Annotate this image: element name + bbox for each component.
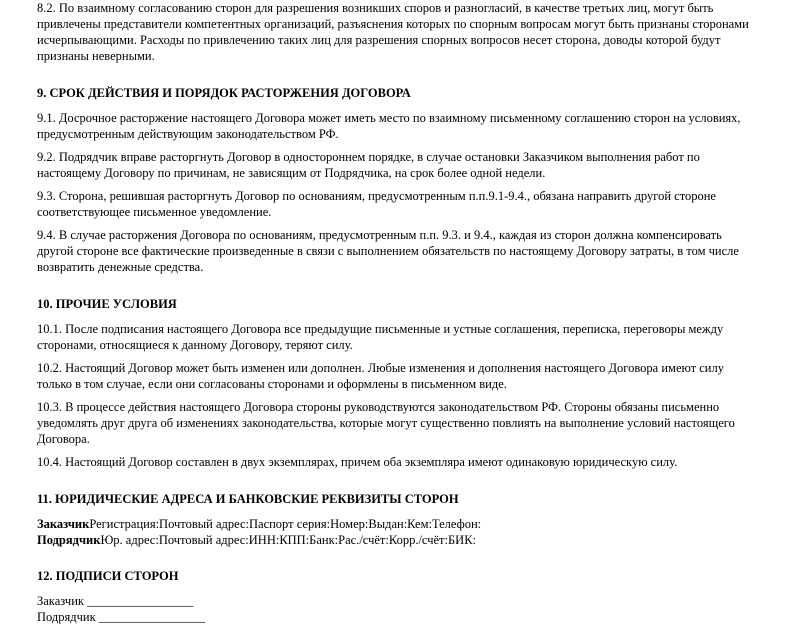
document-page <box>37 0 757 625</box>
customer-fields: Регистрация:Почтовый адрес:Паспорт серия:Номер:Выдан:Кем:Телефон: <box>89 517 482 531</box>
customer-label: Заказчик <box>37 517 90 531</box>
clause-10-3: 10.3. В процессе действия настоящего Договора стороны руководствуются законодательством РФ. Стороны обязаны письменно уведомлять друг друга об изменениях законодательства, которые могут существенно повлиять на выполнение условий настоящего Договора. <box>37 400 735 446</box>
clause-8-2: 8.2. По взаимному согласованию сторон для разрешения возникших споров и разногласий, в качестве третьих лиц, могут быть привлечены представители компетентных организаций, разъяснения которых по спорным вопросам могут быть признаны сторонами исчерпывающими. Расходы по привлечению таких лиц для разрешения спорных вопросов несет сторона, доводы которой будут признаны неверными. <box>37 1 749 63</box>
clause-9-3: 9.3. Сторона, решившая расторгнуть Договор по основаниям, предусмотренным п.п.9.1-9.4., обязана направить другой стороне соответствующее письменное уведомление. <box>37 189 716 219</box>
section-10-title: 10. ПРОЧИЕ УСЛОВИЯ <box>37 297 177 311</box>
clause-9-4: 9.4. В случае расторжения Договора по основаниям, предусмотренным п.п. 9.3. и 9.4., каждая из сторон должна компенсировать другой стороне все фактические произведенные в связи с выполнением обязательств по настоящему Договору затраты, в том числе возвратить денежные средства. <box>37 228 739 274</box>
clause-10-2: 10.2. Настоящий Договор может быть изменен или дополнен. Любые изменения и дополнения настоящего Договора имеют силу только в том случае, если они согласованы сторонами и оформлены в письменном виде. <box>37 361 724 391</box>
section-9-title: 9. СРОК ДЕЙСТВИЯ И ПОРЯДОК РАСТОРЖЕНИЯ ДОГОВОРА <box>37 86 411 100</box>
contractor-signature-line: Подрядчик _________________ <box>37 610 206 624</box>
contractor-label: Подрядчик <box>37 533 101 547</box>
customer-signature-line: Заказчик _________________ <box>37 594 194 608</box>
clause-10-4: 10.4. Настоящий Договор составлен в двух экземплярах, причем оба экземпляра имеют одинаковую юридическую силу. <box>37 455 678 469</box>
contractor-fields: Юр. адрес:Почтовый адрес:ИНН:КПП:Банк:Рас./счёт:Корр./счёт:БИК: <box>100 533 477 547</box>
customer-requisites <box>37 516 757 532</box>
clause-10-1: 10.1. После подписания настоящего Договора все предыдущие письменные и устные соглашения, переписка, переговоры между сторонами, относящиеся к данному Договору, теряют силу. <box>37 322 724 352</box>
section-11-title: 11. ЮРИДИЧЕСКИЕ АДРЕСА И БАНКОВСКИЕ РЕКВИЗИТЫ СТОРОН <box>37 492 459 506</box>
contractor-requisites <box>37 532 757 548</box>
clause-9-1: 9.1. Досрочное расторжение настоящего Договора может иметь место по взаимному письменному соглашению сторон на условиях, предусмотренным действующим законодательством РФ. <box>37 111 741 141</box>
clause-9-2: 9.2. Подрядчик вправе расторгнуть Договор в одностороннем порядке, в случае остановки Заказчиком выполнения работ по настоящему Договору по причинам, не зависящим от Подрядчика, на срок более одной недели. <box>37 150 700 180</box>
section-12-title: 12. ПОДПИСИ СТОРОН <box>37 569 179 583</box>
